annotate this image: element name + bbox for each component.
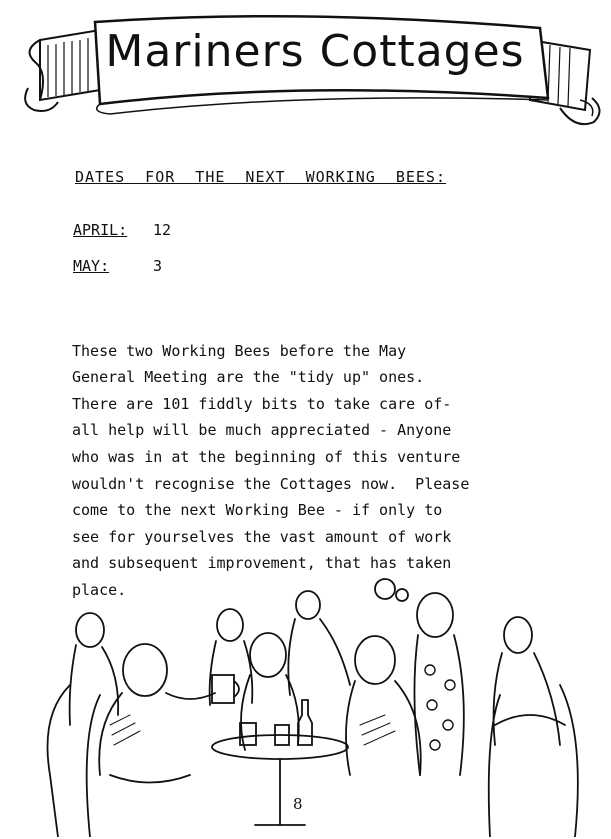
date-day: 3 xyxy=(153,257,163,275)
date-row-may xyxy=(73,257,162,275)
section-heading: DATES FOR THE NEXT WORKING BEES: xyxy=(75,168,446,186)
page-number: 8 xyxy=(293,795,303,813)
paragraph-line: all help will be much appreciated - Anyone xyxy=(72,421,452,440)
date-month: MAY: xyxy=(73,257,110,275)
paragraph-line: and subsequent improvement, that has taken xyxy=(72,554,452,573)
paragraph-line: place. xyxy=(72,580,127,599)
paragraph-line: who was in at the beginning of this venture xyxy=(72,447,461,466)
newsletter-title: Mariners Cottages xyxy=(105,26,525,77)
pub-scene-illustration xyxy=(40,575,611,837)
paragraph-line: see for yourselves the vast amount of work xyxy=(72,527,452,546)
paragraph-line: come to the next Working Bee - if only to xyxy=(72,501,443,520)
paragraph-line: wouldn't recognise the Cottages now. Please xyxy=(72,474,470,493)
paragraph-line: There are 101 fiddly bits to take care of- xyxy=(72,394,452,413)
date-row-april xyxy=(73,221,171,239)
date-day: 12 xyxy=(153,221,172,239)
paragraph-line: These two Working Bees before the May xyxy=(72,341,407,360)
paragraph-line: General Meeting are the "tidy up" ones. xyxy=(72,368,425,387)
date-month: APRIL: xyxy=(73,221,128,239)
